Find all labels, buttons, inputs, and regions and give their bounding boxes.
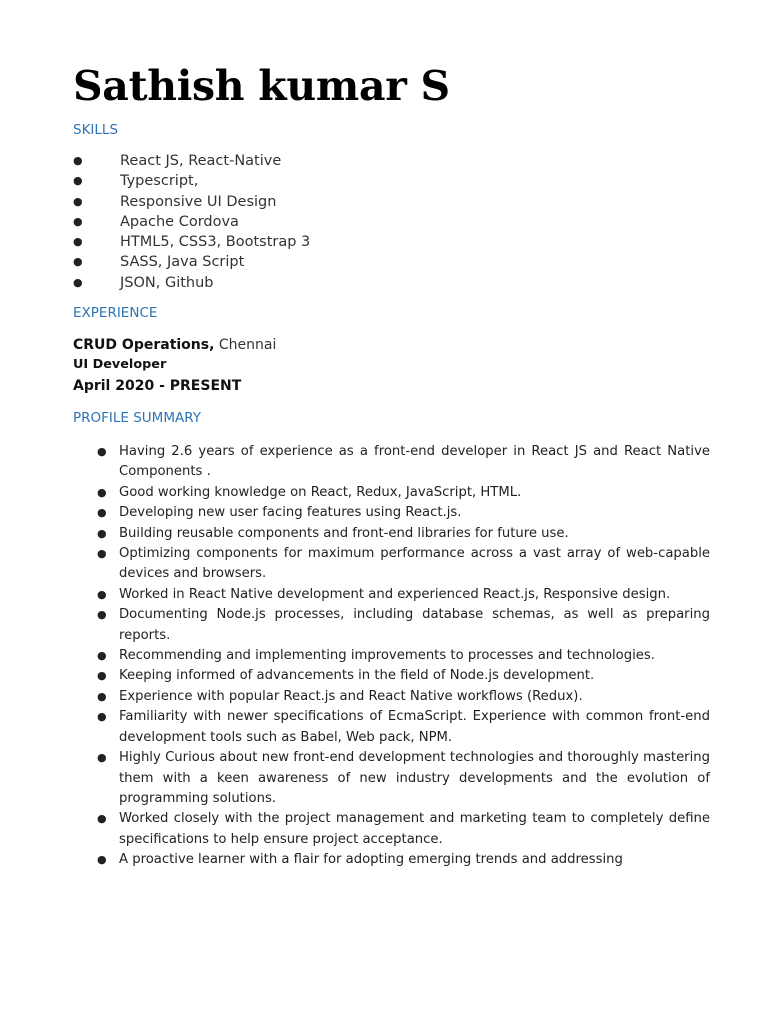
summary-item (73, 707, 710, 748)
bullet-icon: ● (97, 587, 107, 601)
bullet-icon: ● (97, 608, 107, 622)
summary-item (73, 646, 710, 666)
bullet-icon: ● (97, 547, 107, 561)
skill-text: HTML5, CSS3, Bootstrap 3 (120, 234, 311, 251)
summary-item (73, 483, 710, 503)
skill-text: Typescript, (120, 173, 199, 190)
summary-text: A proactive learner with a flair for adopting emerging trends and addressing (119, 852, 623, 868)
skills-heading: SKILLS (73, 122, 119, 138)
summary-text: Worked in React Native development and experienced React.js, Responsive design. (119, 586, 671, 602)
summary-item (73, 544, 710, 585)
job-role: UI Developer (73, 357, 167, 372)
bullet-icon: ● (97, 506, 107, 520)
summary-text: Recommending and implementing improvements to processes and technologies. (119, 648, 655, 664)
summary-item (73, 585, 710, 605)
bullet-icon: ● (97, 649, 107, 663)
bullet-icon: ● (73, 255, 83, 269)
summary-item (73, 442, 710, 483)
summary-item (73, 850, 710, 870)
summary-text: Worked closely with the project management and marketing team to completely define specifications to help ensure project acceptance. (119, 811, 710, 847)
bullet-icon: ● (73, 194, 83, 208)
bullet-icon: ● (73, 174, 83, 188)
skill-text: Apache Cordova (120, 213, 239, 230)
company-location: Chennai (218, 337, 277, 353)
skill-text: SASS, Java Script (120, 254, 245, 271)
skill-text: JSON, Github (120, 274, 214, 291)
profile-summary-heading: PROFILE SUMMARY (73, 410, 201, 426)
skill-item (73, 273, 310, 293)
skill-item (73, 171, 310, 191)
bullet-icon: ● (97, 485, 107, 499)
skill-text: Responsive UI Design (120, 193, 277, 210)
job-dates: April 2020 - PRESENT (73, 378, 242, 394)
skill-item (73, 192, 310, 212)
bullet-icon: ● (97, 853, 107, 867)
profile-summary-list (73, 442, 710, 871)
bullet-icon: ● (97, 812, 107, 826)
bullet-icon: ● (97, 526, 107, 540)
summary-item (73, 748, 710, 809)
bullet-icon: ● (73, 154, 83, 167)
candidate-name: Sathish kumar S (73, 62, 450, 110)
summary-text: Keeping informed of advancements in the field of Node.js development. (119, 668, 595, 684)
experience-heading: EXPERIENCE (73, 305, 158, 321)
bullet-icon: ● (73, 275, 83, 289)
experience-entry (73, 335, 276, 397)
summary-item (73, 503, 710, 523)
summary-item (73, 524, 710, 544)
summary-text: Building reusable components and front-end libraries for future use. (119, 525, 569, 541)
summary-text: Optimizing components for maximum performance across a vast array of web-capable devices and browsers. (119, 546, 710, 582)
skills-list (73, 151, 310, 293)
summary-item (73, 687, 710, 707)
experience-company-line (73, 335, 276, 355)
summary-text: Good working knowledge on React, Redux, JavaScript, HTML. (119, 484, 522, 500)
bullet-icon: ● (97, 669, 107, 683)
summary-text: Familiarity with newer specifications of EcmaScript. Experience with common front-end development tools such as Babel, Web pack, NPM. (119, 709, 710, 745)
summary-text: Developing new user facing features using React.js. (119, 505, 462, 521)
summary-text: Highly Curious about new front-end development technologies and thoroughly mastering them with a keen awareness of new industry developments and the evolution of programming solutions. (119, 750, 710, 806)
bullet-icon: ● (97, 751, 107, 765)
bullet-icon: ● (73, 235, 83, 249)
summary-item (73, 809, 710, 850)
summary-item (73, 605, 710, 646)
company-name: CRUD Operations, (73, 337, 215, 353)
skill-text: React JS, React-Native (120, 153, 282, 169)
skill-item (73, 252, 310, 272)
summary-item (73, 666, 710, 686)
skill-item (73, 212, 310, 232)
bullet-icon: ● (97, 445, 107, 458)
summary-text: Having 2.6 years of experience as a front-end developer in React JS and React Native Components . (119, 444, 710, 480)
bullet-icon: ● (73, 214, 83, 228)
skill-item (73, 151, 310, 171)
summary-text: Experience with popular React.js and React Native workflows (Redux). (119, 688, 583, 704)
skill-item (73, 232, 310, 252)
bullet-icon: ● (97, 689, 107, 703)
summary-text: Documenting Node.js processes, including database schemas, as well as preparing reports. (119, 607, 710, 643)
bullet-icon: ● (97, 710, 107, 724)
